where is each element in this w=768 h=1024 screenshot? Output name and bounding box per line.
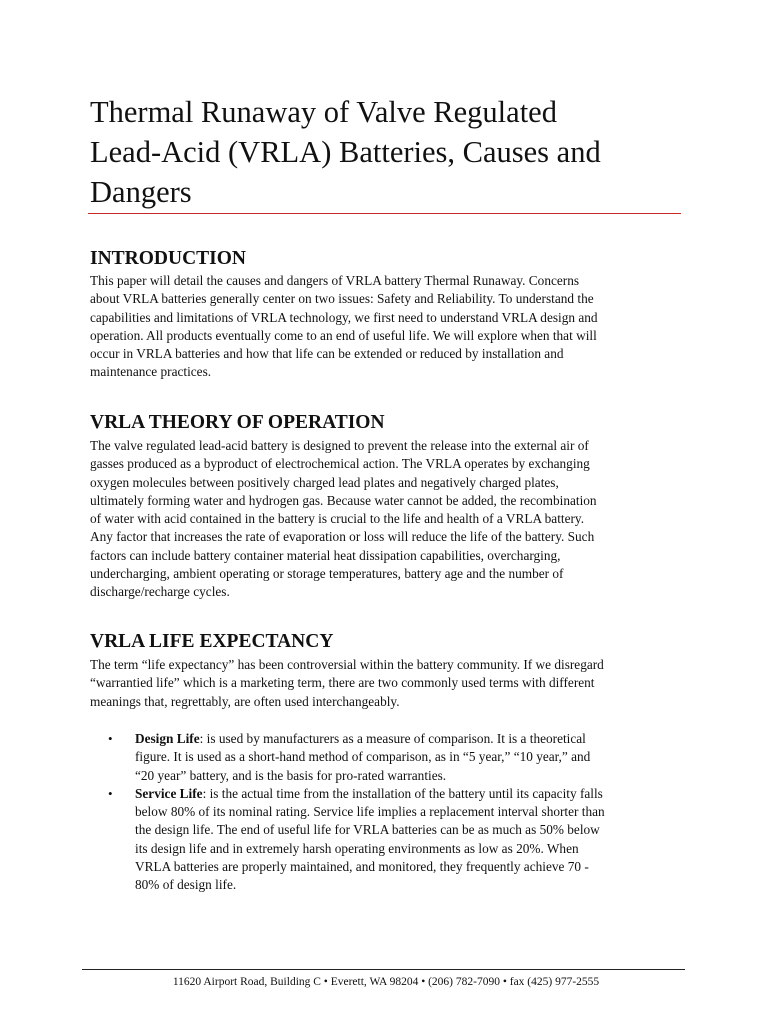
text-line: discharge/recharge cycles. xyxy=(90,584,230,600)
title-divider xyxy=(88,213,681,214)
text-line: maintenance practices. xyxy=(90,364,212,380)
text-line: 80% of design life. xyxy=(135,877,237,893)
title-line: Dangers xyxy=(90,175,192,209)
bullet-icon: • xyxy=(108,785,113,801)
list-item-service-life xyxy=(108,785,688,895)
text-line: its design life and in extremely harsh operating environments as low as 20%. When xyxy=(135,840,579,856)
text-line: gasses produced as a byproduct of electrochemical action. The VRLA operates by exchanging xyxy=(90,456,590,472)
text-line: “20 year” battery, and is the basis for pro-rated warranties. xyxy=(135,767,447,783)
text-line: oxygen molecules between positively charged lead plates and negatively charged plates, xyxy=(90,474,559,490)
title-line: Thermal Runaway of Valve Regulated xyxy=(90,95,557,129)
text-line: factors can include battery container material heat dissipation capabilities, overcharging, xyxy=(90,547,561,563)
text-line: of water with acid contained in the battery is crucial to the life and health of a VRLA battery. xyxy=(90,511,585,527)
text-line: This paper will detail the causes and dangers of VRLA battery Thermal Runaway. Concerns xyxy=(90,273,580,288)
term-service-life: Service Life xyxy=(135,785,203,801)
text-line: figure. It is used as a short-hand method of comparison, as in “5 year,” “10 year,” and xyxy=(135,749,591,765)
text-line: operation. All products eventually come to an end of useful life. We will explore when that will xyxy=(90,327,597,343)
text-line: The term “life expectancy” has been controversial within the battery community. If we disregard xyxy=(90,657,604,672)
section-heading-theory-of-operation: VRLA THEORY OF OPERATION xyxy=(90,412,385,433)
section-heading-life-expectancy: VRLA LIFE EXPECTANCY xyxy=(90,631,334,652)
footer-address: 11620 Airport Road, Building C • Everett, WA 98204 • (206) 782-7090 • fax (425) 977-2555 xyxy=(172,976,600,988)
life-expectancy-paragraph xyxy=(90,656,680,711)
introduction-paragraph xyxy=(90,272,680,382)
text-line: about VRLA batteries generally center on two issues: Safety and Reliability. To understand the xyxy=(90,291,594,307)
text-line: the design life. The end of useful life for VRLA batteries can be as much as 50% below xyxy=(135,822,600,838)
text-line: meanings that, regrettably, are often used interchangeably. xyxy=(90,693,400,709)
text-line: Any factor that increases the rate of evaporation or loss will reduce the life of the battery. Such xyxy=(90,529,595,545)
bullet-icon: • xyxy=(108,731,113,746)
text-line: VRLA batteries are properly maintained, and monitored, they frequently achieve 70 - xyxy=(135,859,589,875)
text-line: below 80% of its nominal rating. Service life implies a replacement interval shorter than xyxy=(135,804,605,820)
title-line: Lead-Acid (VRLA) Batteries, Causes and xyxy=(90,135,601,169)
definition-text: : is used by manufacturers as a measure of comparison. It is a theoretical xyxy=(199,731,586,746)
footer-divider xyxy=(82,969,685,970)
section-heading-introduction: INTRODUCTION xyxy=(90,248,247,269)
theory-paragraph xyxy=(90,437,680,602)
life-definitions-list xyxy=(108,730,688,895)
text-line xyxy=(135,730,688,748)
text-line: ultimately forming water and hydrogen gas. Because water cannot be added, the recombination xyxy=(90,492,597,508)
text-line xyxy=(135,785,688,803)
list-item-design-life xyxy=(108,730,688,785)
definition-text: : is the actual time from the installation of the battery until its capacity falls xyxy=(202,785,603,801)
term-design-life: Design Life xyxy=(135,731,200,746)
document-title xyxy=(90,92,690,212)
text-line: capabilities and limitations of VRLA technology, we first need to understand VRLA design and xyxy=(90,309,598,325)
text-line: The valve regulated lead-acid battery is designed to prevent the release into the external air of xyxy=(90,438,589,453)
text-line: “warrantied life” which is a marketing term, there are two commonly used terms with different xyxy=(90,675,595,691)
text-line: occur in VRLA batteries and how that life can be extended or reduced by installation and xyxy=(90,346,564,362)
text-line: undercharging, ambient operating or storage temperatures, battery age and the number of xyxy=(90,566,564,582)
